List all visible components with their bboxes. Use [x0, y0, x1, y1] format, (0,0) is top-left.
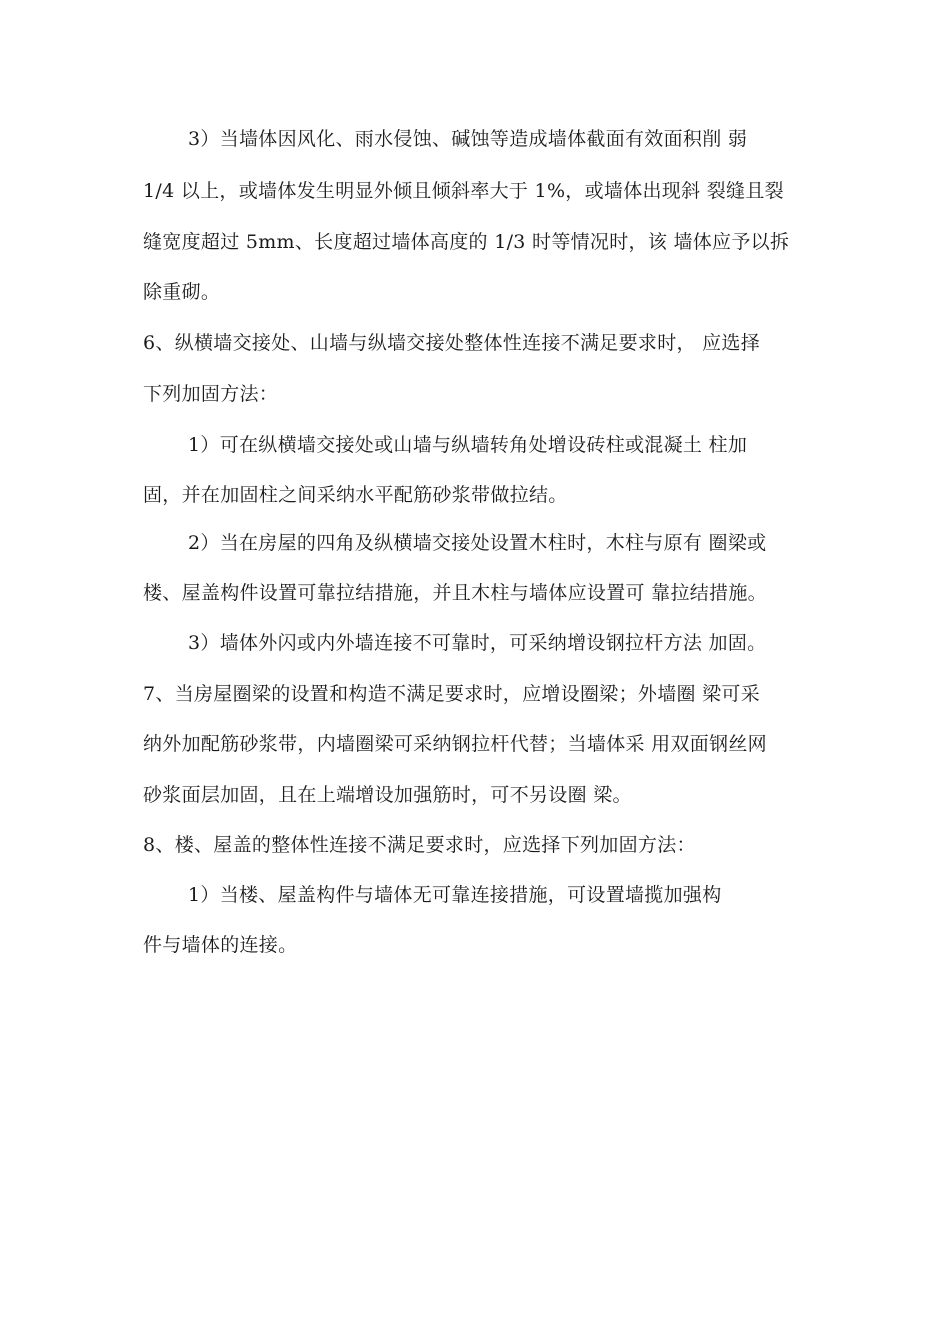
- text-line: 纳外加配筋砂浆带，内墙圈梁可采纳钢拉杆代替；当墙体采 用双面钢丝网: [143, 733, 767, 755]
- text-line: 件与墙体的连接。: [143, 934, 298, 956]
- text-line: 除重砌。: [143, 281, 221, 303]
- text-line: 下列加固方法：: [143, 383, 279, 405]
- text-line: 1）可在纵横墙交接处或山墙与纵墙转角处增设砖柱或混凝土 柱加: [188, 434, 748, 456]
- text-line: 1）当楼、屋盖构件与墙体无可靠连接措施，可设置墙揽加强构: [188, 884, 722, 906]
- text-line: 缝宽度超过 5mm、长度超过墙体高度的 1/3 时等情况时，该 墙体应予以拆: [143, 231, 790, 253]
- text-line: 砂浆面层加固，且在上端增设加强筋时，可不另设圈 梁。: [143, 784, 632, 806]
- text-line: 1/4 以上，或墙体发生明显外倾且倾斜率大于 1%，或墙体出现斜 裂缝且裂: [143, 180, 784, 202]
- text-line: 固，并在加固柱之间采纳水平配筋砂浆带做拉结。: [143, 484, 568, 506]
- text-line: 楼、屋盖构件设置可靠拉结措施，并且木柱与墙体应设置可 靠拉结措施。: [143, 582, 767, 604]
- text-line: 7、当房屋圈梁的设置和构造不满足要求时，应增设圈梁；外墙圈 梁可采: [143, 683, 761, 705]
- text-line: 3）当墙体因风化、雨水侵蚀、碱蚀等造成墙体截面有效面积削 弱: [188, 128, 748, 150]
- text-line: 8、楼、屋盖的整体性连接不满足要求时，应选择下列加固方法：: [143, 834, 696, 856]
- text-line: 2）当在房屋的四角及纵横墙交接处设置木柱时，木柱与原有 圈梁或: [188, 532, 767, 554]
- text-line: 6、纵横墙交接处、山墙与纵墙交接处整体性连接不满足要求时， 应选择: [143, 332, 761, 354]
- text-line: 3）墙体外闪或内外墙连接不可靠时，可采纳增设钢拉杆方法 加固。: [188, 632, 767, 654]
